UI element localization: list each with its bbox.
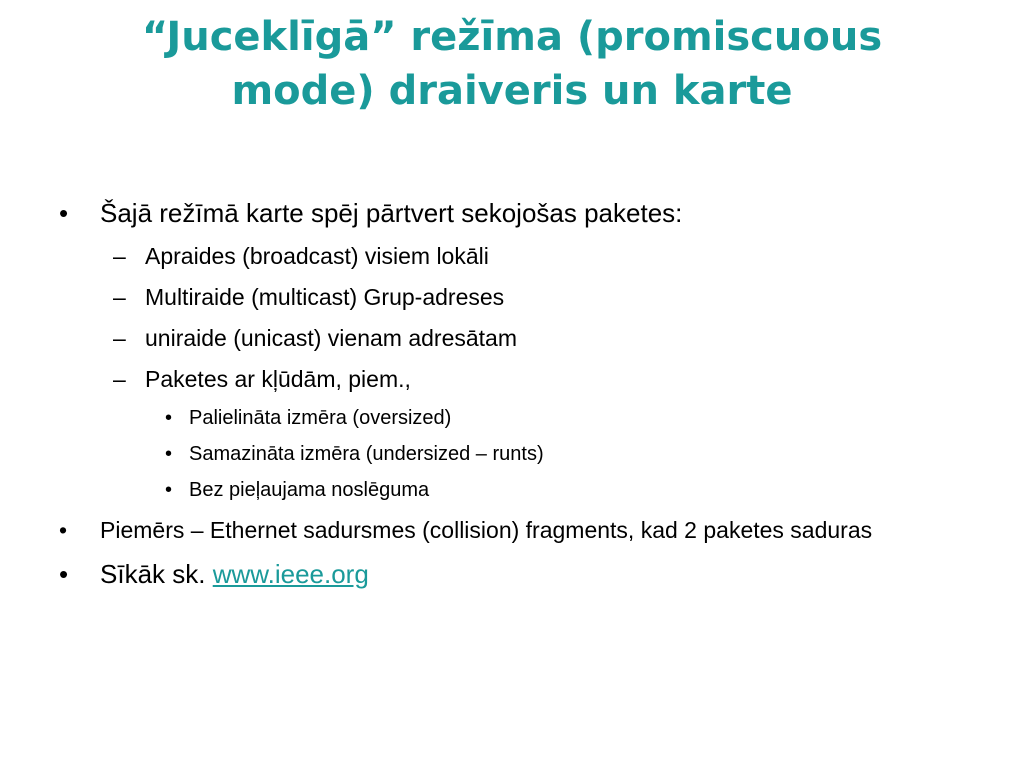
sub-item-broadcast	[55, 241, 975, 271]
bullet-marker: •	[165, 443, 173, 465]
sub-sub-item-text: Bez pieļaujama noslēguma	[189, 479, 430, 501]
sub-sub-item-text: Palielināta izmēra (oversized)	[189, 407, 452, 429]
bullet-text: Sīkāk sk.	[100, 559, 206, 589]
dash-marker: –	[113, 366, 126, 392]
sub-item-text: Multiraide (multicast) Grup-adreses	[145, 284, 505, 310]
bullet-collision-example	[55, 513, 975, 547]
bullet-more-info	[55, 557, 975, 592]
bullet-marker: •	[59, 517, 68, 543]
bullet-marker: •	[165, 479, 173, 501]
sub-item-error-packets	[55, 364, 975, 394]
sub-item-text: Paketes ar kļūdām, piem.,	[145, 366, 411, 392]
sub-sub-item-undersized	[55, 441, 975, 467]
sub-item-text: uniraide (unicast) vienam adresātam	[145, 325, 518, 351]
bullet-text: Šajā režīmā karte spēj pārtvert sekojošas paketes:	[100, 198, 683, 228]
slide-body	[55, 196, 975, 602]
dash-marker: –	[113, 325, 126, 351]
sub-sub-item-text: Samazināta izmēra (undersized – runts)	[189, 443, 544, 465]
slide-title	[60, 10, 964, 118]
ieee-link[interactable]: www.ieee.org	[212, 559, 369, 589]
dash-marker: –	[113, 284, 126, 310]
sub-item-multicast	[55, 282, 975, 312]
sub-sub-item-oversized	[55, 405, 975, 431]
sub-sub-item-no-termination	[55, 477, 975, 503]
bullet-text: Piemērs – Ethernet sadursmes (collision) fragments, kad 2 paketes saduras	[100, 517, 873, 543]
sub-item-unicast	[55, 323, 975, 353]
bullet-marker: •	[165, 407, 173, 429]
dash-marker: –	[113, 243, 126, 269]
sub-item-text: Apraides (broadcast) visiem lokāli	[145, 243, 489, 269]
title-line-1: “Juceklīgā” režīma (promiscuous	[141, 14, 883, 60]
title-line-2: mode) draiveris un karte	[231, 68, 793, 114]
bullet-marker: •	[59, 198, 69, 228]
bullet-capture-modes	[55, 196, 975, 231]
bullet-marker: •	[59, 559, 69, 589]
